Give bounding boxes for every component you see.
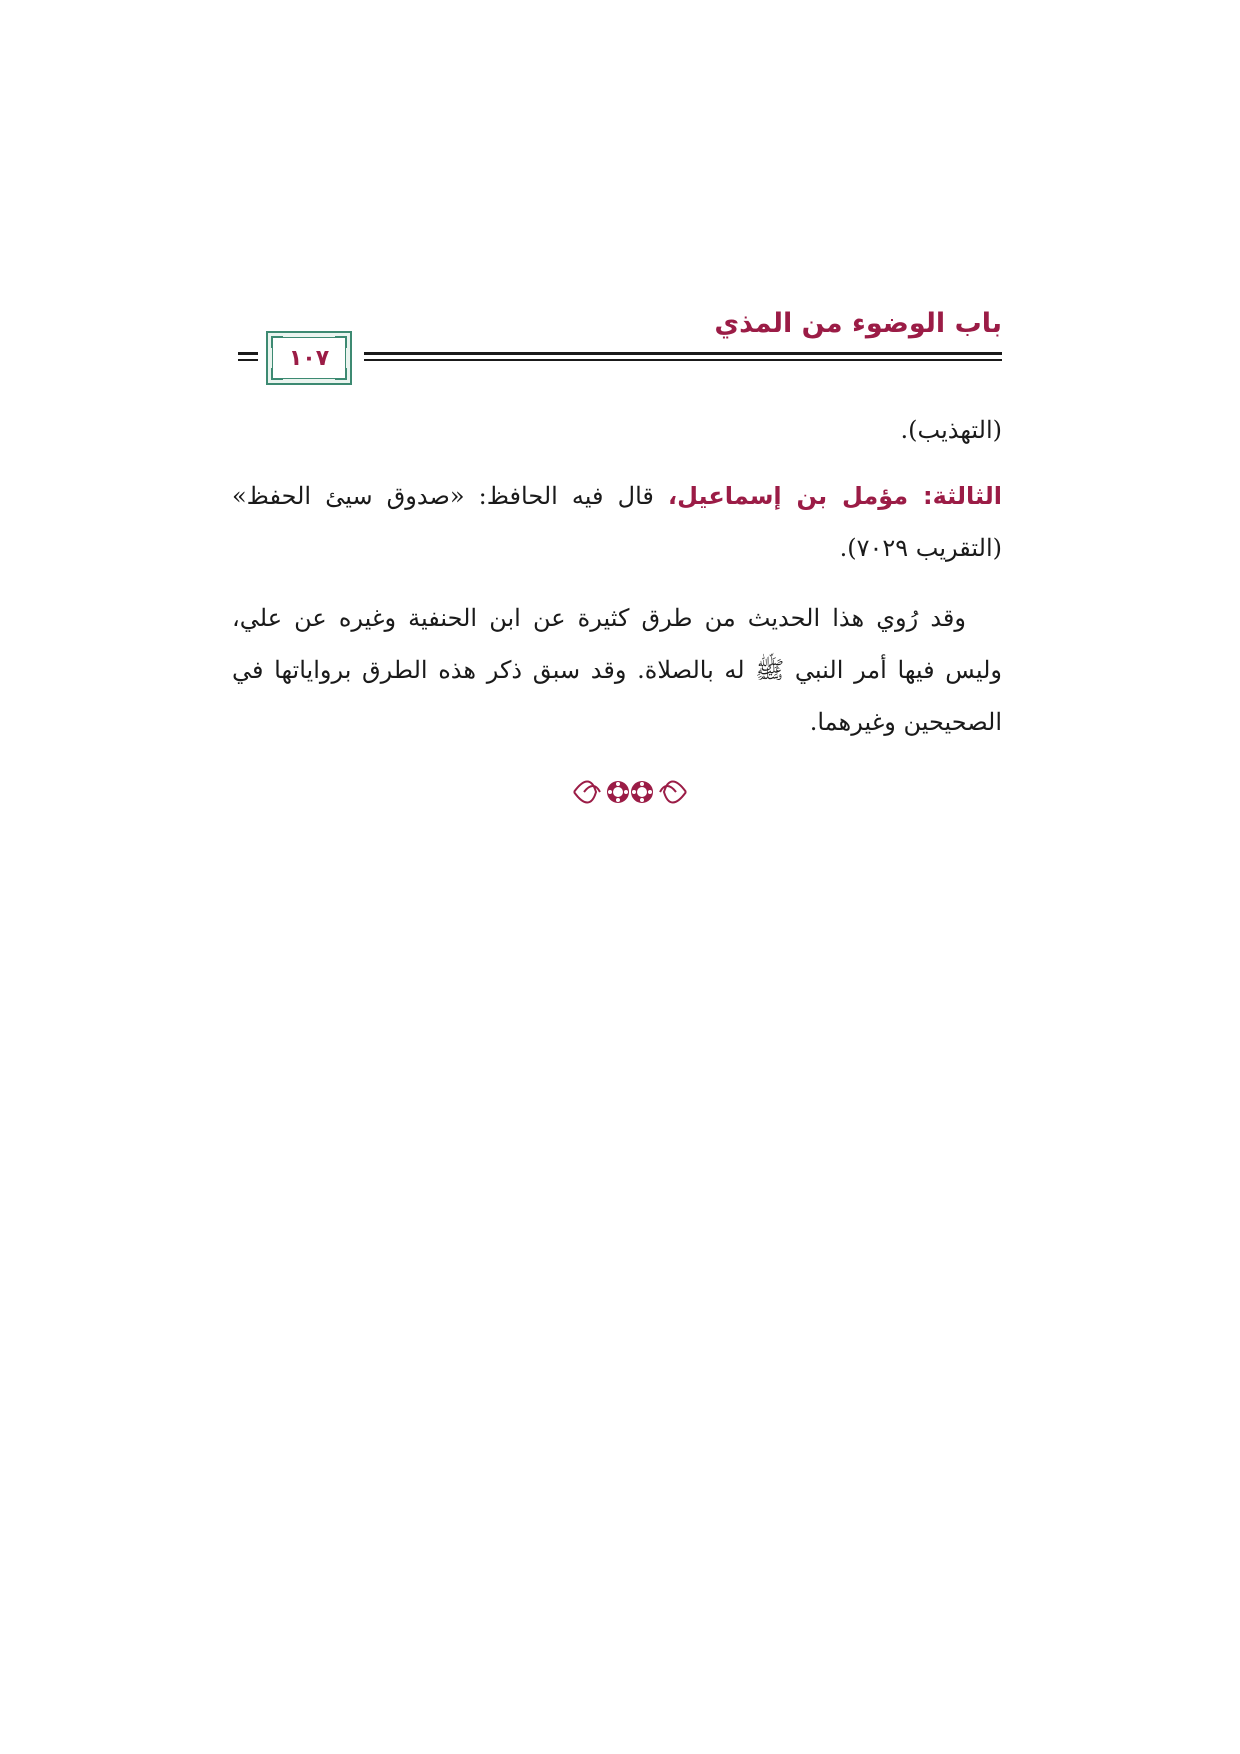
paragraph-citation: (التهذيب). bbox=[900, 416, 1002, 444]
paragraph-narrator bbox=[232, 470, 1002, 574]
narrator-text: قال فيه الحافظ: «صدوق سيئ الحفظ» (التقريب ٧٠٢٩). bbox=[232, 482, 1002, 562]
header-rule-left-bottom bbox=[238, 359, 258, 361]
page-number: ١٠٧ bbox=[288, 345, 330, 371]
running-header-title: باب الوضوء من المذي bbox=[714, 308, 1002, 339]
header-rule-right-top bbox=[364, 352, 1002, 355]
section-end-ornament-icon bbox=[570, 770, 690, 814]
page-number-frame bbox=[266, 331, 352, 385]
paragraph-commentary: وقد رُوي هذا الحديث من طرق كثيرة عن ابن الحنفية وغيره عن علي، وليس فيها أمر النبي ﷺ له بالصلاة. وقد سبق ذكر هذه الطرق برواياتها في الصحيحين وغيرهما. bbox=[232, 604, 1002, 736]
narrator-heading: الثالثة: مؤمل بن إسماعيل، bbox=[667, 482, 1002, 510]
header-rule-right-bottom bbox=[364, 359, 1002, 361]
header-rule-left-top bbox=[238, 352, 258, 355]
